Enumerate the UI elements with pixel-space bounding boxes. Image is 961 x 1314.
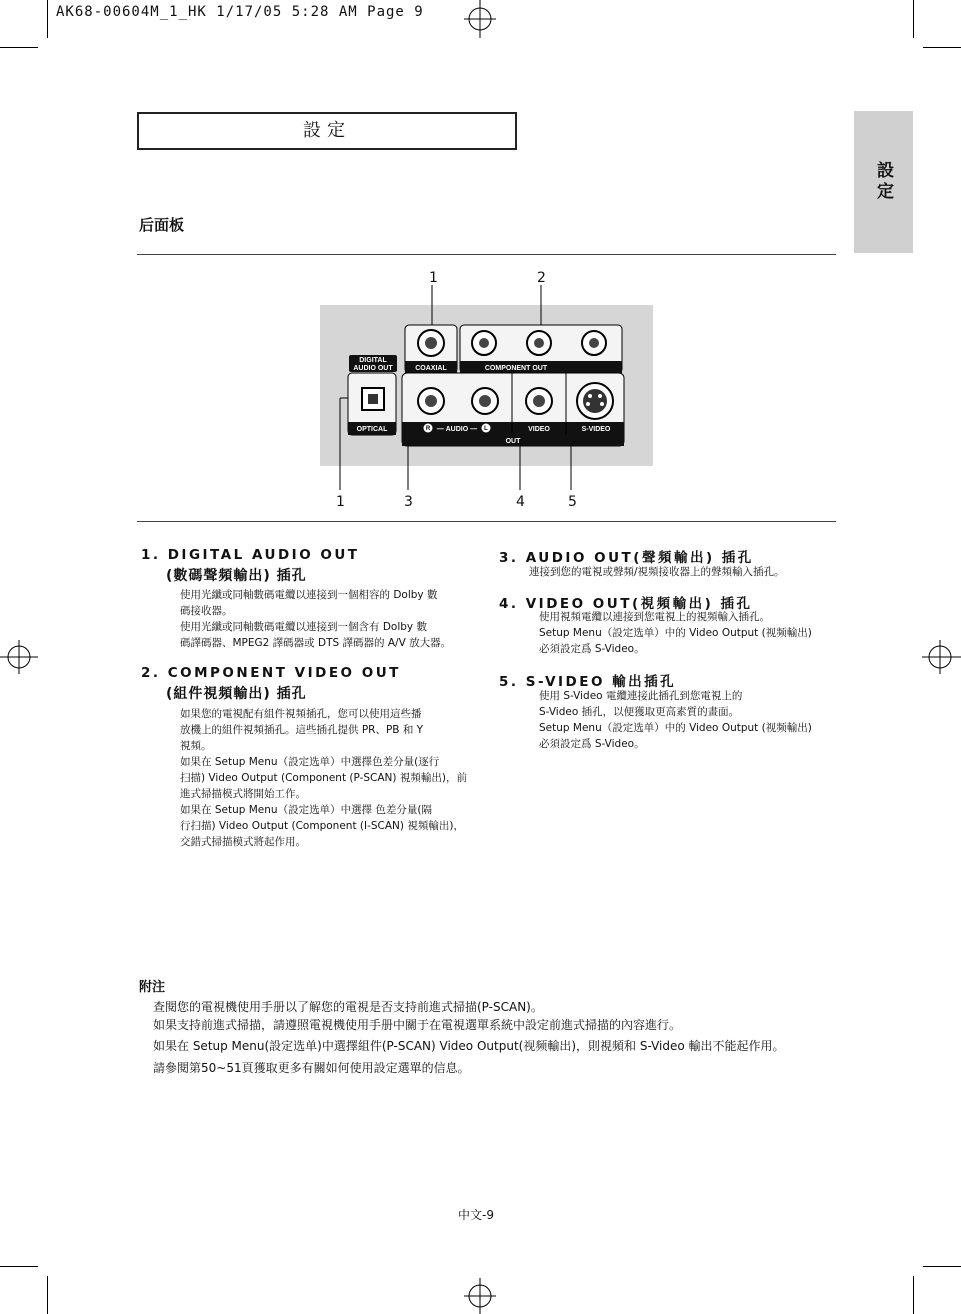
- item-3-title: 3. AUDIO OUT(聲頻輸出) 插孔: [499, 550, 754, 566]
- label-optical: OPTICAL: [356, 426, 388, 433]
- text-line: 連接到您的電視或聲頻/視頻接收器上的聲頻輸入插孔。: [529, 566, 785, 578]
- text-line: Setup Menu（設定选单）中的 Video Output (视频輸出): [539, 627, 812, 639]
- component-jack: [472, 331, 606, 355]
- text-line: 進式掃描模式將開始工作。: [180, 788, 306, 800]
- text-line: 使用光纖或同軸數碼電纜以連接到一個含有 Dolby 數: [180, 621, 427, 633]
- svideo-jack: [577, 383, 613, 419]
- label-digital: DIGITAL: [359, 357, 387, 364]
- text-line: S-Video 插孔，以便獲取更高素質的畫面。: [539, 706, 740, 718]
- text-line: Setup Menu（設定选单）中的 Video Output (视频輸出): [539, 722, 812, 734]
- text-line: 必須設定爲 S-Video。: [539, 643, 645, 655]
- text-line: 交錯式掃描模式將起作用。: [180, 836, 306, 848]
- note-line: 如果支持前進式掃描，請遵照電視機使用手册中關于在電視選單系統中設定前進式掃描的內容進行。: [153, 1018, 682, 1032]
- side-tab-label: 設定: [873, 161, 893, 203]
- text-line: 碼譯碼器、MPEG2 譯碼器或 DTS 譯碼器的 A/V 放大器。: [180, 637, 452, 649]
- label-video: VIDEO: [528, 426, 550, 433]
- print-header: AK68-00604M_1_HK 1/17/05 5:28 AM Page 9: [56, 4, 424, 20]
- text-line: 視頻。: [180, 740, 212, 752]
- item-4-body: [539, 609, 812, 657]
- note-heading: 附注: [139, 980, 166, 995]
- text-line: 如果在 Setup Menu（設定选单）中選擇 色差分量(隔: [180, 804, 432, 816]
- coaxial-jack: [418, 330, 444, 356]
- text-line: 如果您的電視配有組件視頻插孔，您可以使用這些播: [180, 708, 422, 720]
- page-title: 設定: [137, 112, 517, 150]
- rear-panel-diagram: [0, 0, 961, 560]
- callout-3-bottom: 3: [404, 494, 413, 510]
- page-number: 中文-9: [458, 1208, 494, 1222]
- item-5-body: [539, 688, 812, 752]
- item-5-title: 5. S-VIDEO 輸出插孔: [499, 674, 677, 690]
- label-audio: — AUDIO —: [436, 426, 478, 433]
- text-line: 如果在 Setup Menu（設定选单）中選擇色差分量(逐行: [180, 756, 440, 768]
- text-line: 必須設定爲 S-Video。: [539, 738, 645, 750]
- label-audio-out: AUDIO OUT: [353, 365, 393, 372]
- item-1-title: 1. DIGITAL AUDIO OUT: [141, 547, 360, 563]
- text-line: 使用光纖或同軸數碼電纜以連接到一個相容的 Dolby 數: [180, 589, 438, 601]
- callout-2-top: 2: [537, 270, 546, 286]
- video-jack: [526, 388, 552, 414]
- label-svideo: S-VIDEO: [581, 426, 611, 433]
- label-audio-r: R: [425, 426, 431, 432]
- section-heading: 后面板: [139, 216, 185, 234]
- note-line: 請參閱第50~51頁獲取更多有關如何使用設定選單的信息。: [153, 1061, 470, 1075]
- item-1-subtitle: (數碼聲頻輸出) 插孔: [166, 568, 307, 584]
- text-line: 碼接收器。: [180, 605, 233, 617]
- callout-1-top: 1: [429, 270, 438, 286]
- optical-jack: [362, 388, 384, 410]
- item-2-body: [180, 706, 467, 850]
- callout-4-bottom: 4: [516, 494, 525, 510]
- item-1-body: [180, 587, 451, 651]
- item-4-title: 4. VIDEO OUT(視頻輸出) 插孔: [499, 596, 753, 612]
- callout-1-bottom: 1: [336, 494, 345, 510]
- callout-5-bottom: 5: [568, 494, 577, 510]
- label-out: OUT: [505, 438, 521, 445]
- item-2-subtitle: (組件視頻輸出) 插孔: [166, 686, 307, 702]
- text-line: 放機上的組件視頻插孔。這些插孔提供 PR、PB 和 Y: [180, 724, 424, 736]
- item-2-title: 2. COMPONENT VIDEO OUT: [141, 665, 401, 681]
- label-coaxial: COAXIAL: [415, 365, 447, 372]
- text-line: 使用視頻電纜以連接到您電視上的視頻輸入插孔。: [539, 611, 770, 623]
- note-line: 查閱您的電視機使用手册以了解您的電視是否支持前進式掃描(P-SCAN)。: [153, 1000, 543, 1014]
- text-line: 使用 S-Video 電纜連接此插孔到您電視上的: [539, 690, 743, 702]
- label-audio-l: L: [484, 426, 488, 432]
- label-component-out: COMPONENT OUT: [484, 365, 548, 372]
- text-line: 行扫描) Video Output (Component (I-SCAN) 視頻輸出)，: [180, 820, 464, 832]
- note-line: 如果在 Setup Menu(設定选单)中選擇組件(P-SCAN) Video Output(视频輸出)，則視頻和 S-Video 輸出不能起作用。: [153, 1039, 785, 1053]
- item-3-body: [529, 564, 785, 580]
- text-line: 扫描) Video Output (Component (P-SCAN) 視頻輸出)，前: [180, 772, 467, 784]
